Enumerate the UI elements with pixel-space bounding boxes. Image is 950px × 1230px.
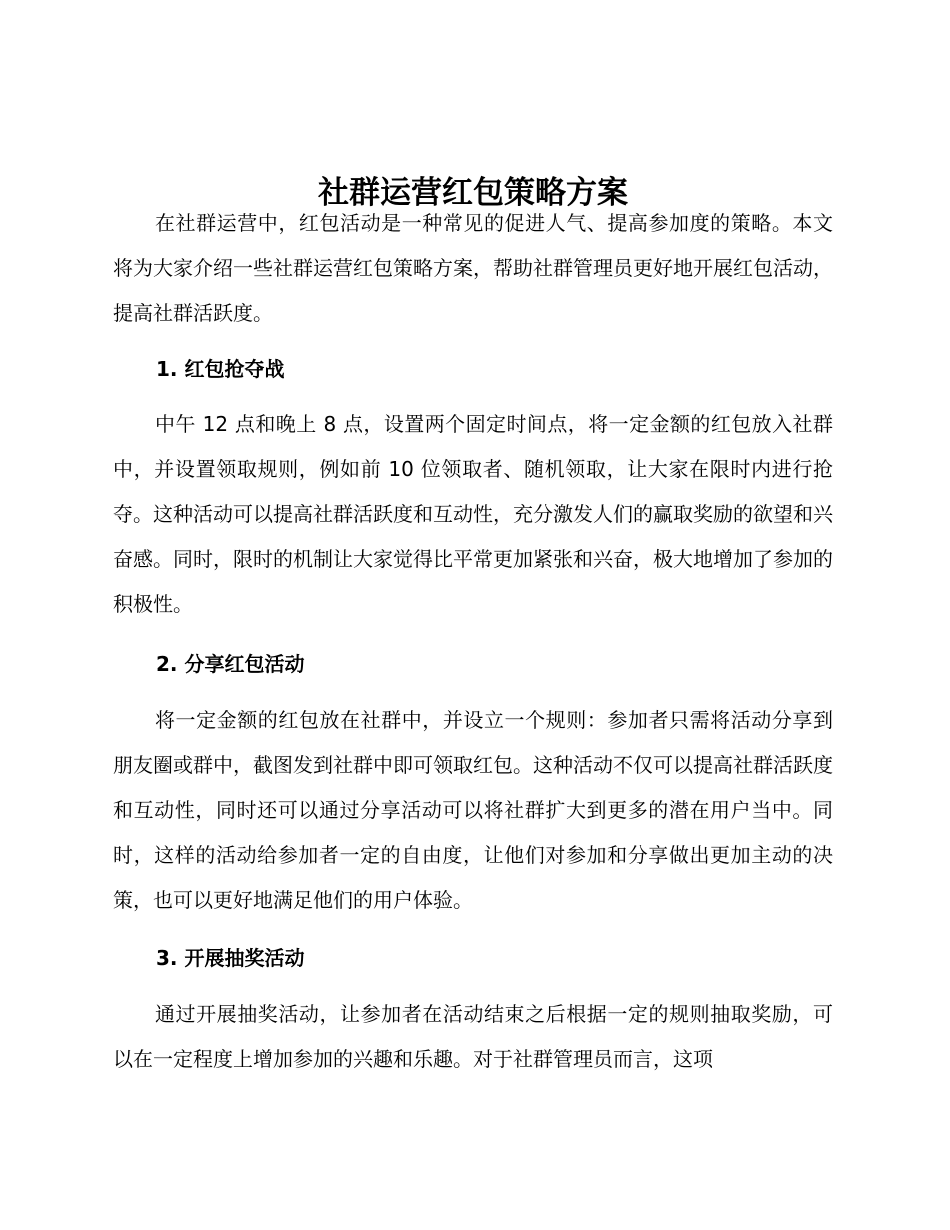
section-body-1: 中午 12 点和晚上 8 点，设置两个固定时间点，将一定金额的红包放入社群中，并设置领取规则，例如前 10 位领取者、随机领取，让大家在限时内进行抢夺。这种活动可以提高社群活跃度和互动性，充分激发人们的赢取奖励的欲望和兴奋感。同时，限时的机制让大家觉得比平常更加紧张和兴奋，极大地增加了参加的积极性。 [113,412,833,616]
page-title: 社群运营红包策略方案 [318,174,628,211]
section-heading-2: 2. 分享红包活动 [156,652,305,676]
section-body-3: 通过开展抽奖活动，让参加者在活动结束之后根据一定的规则抽取奖励，可以在一定程度上增加参加的兴趣和乐趣。对于社群管理员而言，这项 [113,1002,833,1071]
section-body-2: 将一定金额的红包放在社群中，并设立一个规则：参加者只需将活动分享到朋友圈或群中，截图发到社群中即可领取红包。这种活动不仅可以提高社群活跃度和互动性，同时还可以通过分享活动可以将社群扩大到更多的潜在用户当中。同时，这样的活动给参加者一定的自由度，让他们对参加和分享做出更加主动的决策，也可以更好地满足他们的用户体验。 [113,708,833,912]
intro-paragraph: 在社群运营中，红包活动是一种常见的促进人气、提高参加度的策略。本文将为大家介绍一些社群运营红包策略方案，帮助社群管理员更好地开展红包活动，提高社群活跃度。 [113,211,833,325]
section-heading-1: 1. 红包抢夺战 [156,357,285,381]
section-heading-3: 3. 开展抽奖活动 [156,946,305,970]
